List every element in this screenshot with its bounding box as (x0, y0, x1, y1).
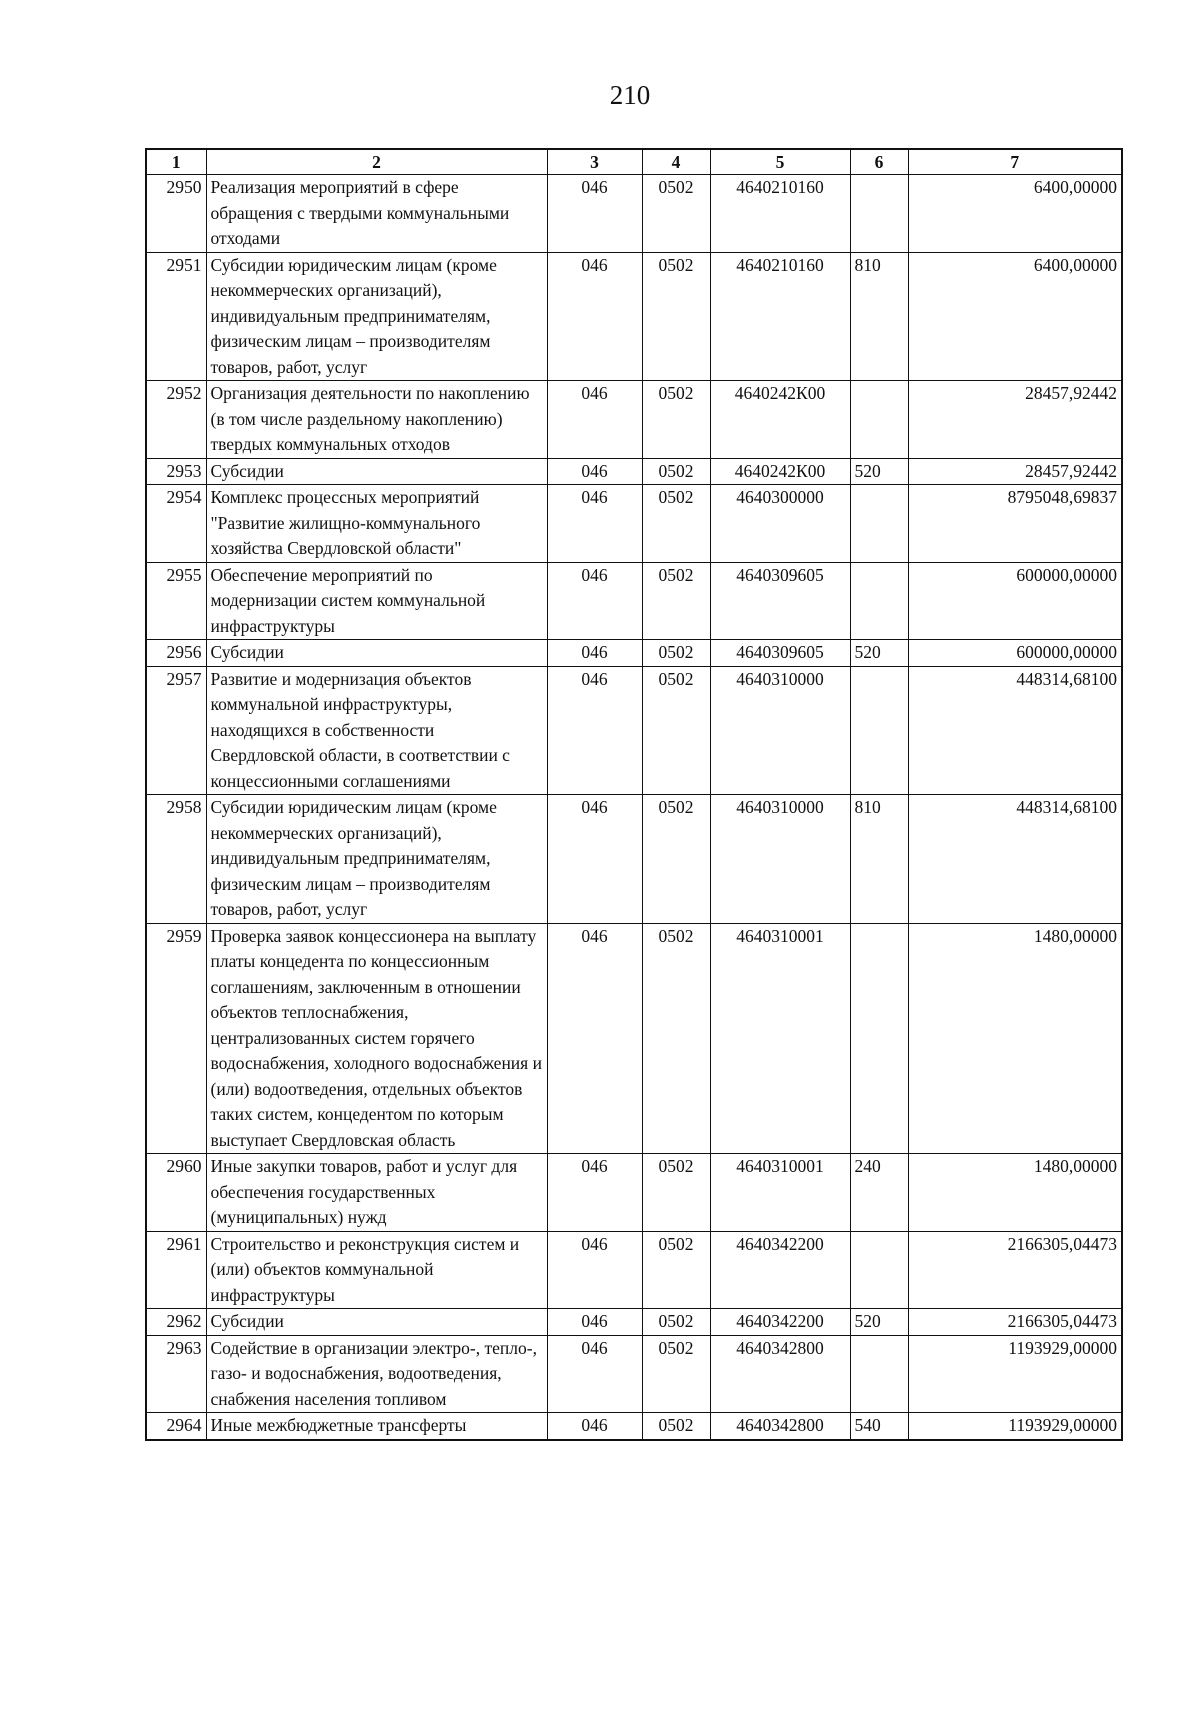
row-name: Субсидии (206, 458, 547, 485)
table-row (146, 1231, 1122, 1309)
row-amount: 2166305,04473 (908, 1231, 1122, 1309)
row-section-code: 0502 (642, 252, 710, 381)
row-number: 2963 (146, 1335, 206, 1413)
row-expense-type: 810 (850, 252, 908, 381)
header-cell: 1 (146, 149, 206, 175)
row-section-code: 0502 (642, 458, 710, 485)
row-amount: 2166305,04473 (908, 1309, 1122, 1336)
row-expense-type (850, 562, 908, 640)
row-name: Обеспечение мероприятий по модернизации систем коммунальной инфраструктуры (206, 562, 547, 640)
row-grbs-code: 046 (547, 1231, 642, 1309)
row-target-article: 4640242К00 (710, 381, 850, 459)
row-grbs-code: 046 (547, 175, 642, 253)
row-name: Субсидии (206, 1309, 547, 1336)
header-cell: 3 (547, 149, 642, 175)
row-amount: 28457,92442 (908, 381, 1122, 459)
table-row (146, 923, 1122, 1154)
row-number: 2956 (146, 640, 206, 667)
row-name: Субсидии юридическим лицам (кроме некоммерческих организаций), индивидуальным предпринимателям, физическим лицам – производителям товаров, работ, услуг (206, 795, 547, 924)
row-target-article: 4640310001 (710, 1154, 850, 1232)
row-target-article: 4640310000 (710, 795, 850, 924)
row-name: Комплекс процессных мероприятий "Развитие жилищно-коммунального хозяйства Свердловской области" (206, 485, 547, 563)
row-expense-type (850, 666, 908, 795)
row-amount: 6400,00000 (908, 175, 1122, 253)
row-amount: 448314,68100 (908, 666, 1122, 795)
row-name: Субсидии (206, 640, 547, 667)
row-name: Субсидии юридическим лицам (кроме некоммерческих организаций), индивидуальным предпринимателям, физическим лицам – производителям товаров, работ, услуг (206, 252, 547, 381)
row-amount: 1193929,00000 (908, 1335, 1122, 1413)
row-name: Иные закупки товаров, работ и услуг для обеспечения государственных (муниципальных) нужд (206, 1154, 547, 1232)
header-cell: 4 (642, 149, 710, 175)
row-name: Развитие и модернизация объектов коммунальной инфраструктуры, находящихся в собственности Свердловской области, в соответствии с концессионными соглашениями (206, 666, 547, 795)
row-amount: 6400,00000 (908, 252, 1122, 381)
row-section-code: 0502 (642, 640, 710, 667)
row-amount: 28457,92442 (908, 458, 1122, 485)
row-number: 2961 (146, 1231, 206, 1309)
row-amount: 1480,00000 (908, 1154, 1122, 1232)
row-grbs-code: 046 (547, 381, 642, 459)
table-row (146, 1335, 1122, 1413)
row-expense-type: 540 (850, 1413, 908, 1440)
row-target-article: 4640300000 (710, 485, 850, 563)
table-row (146, 795, 1122, 924)
table-row (146, 1413, 1122, 1440)
row-number: 2960 (146, 1154, 206, 1232)
row-expense-type: 240 (850, 1154, 908, 1232)
row-expense-type (850, 175, 908, 253)
row-target-article: 4640210160 (710, 175, 850, 253)
table-row (146, 458, 1122, 485)
budget-table (145, 148, 1123, 1441)
row-section-code: 0502 (642, 666, 710, 795)
row-name: Иные межбюджетные трансферты (206, 1413, 547, 1440)
row-amount: 8795048,69837 (908, 485, 1122, 563)
row-amount: 448314,68100 (908, 795, 1122, 924)
row-expense-type (850, 923, 908, 1154)
header-cell: 2 (206, 149, 547, 175)
row-target-article: 4640310000 (710, 666, 850, 795)
row-section-code: 0502 (642, 923, 710, 1154)
row-target-article: 4640342800 (710, 1413, 850, 1440)
row-target-article: 4640310001 (710, 923, 850, 1154)
table-row (146, 485, 1122, 563)
header-cell: 7 (908, 149, 1122, 175)
row-target-article: 4640342200 (710, 1309, 850, 1336)
row-number: 2957 (146, 666, 206, 795)
row-number: 2952 (146, 381, 206, 459)
row-target-article: 4640309605 (710, 640, 850, 667)
row-number: 2951 (146, 252, 206, 381)
row-number: 2959 (146, 923, 206, 1154)
row-target-article: 4640342800 (710, 1335, 850, 1413)
row-expense-type (850, 485, 908, 563)
row-grbs-code: 046 (547, 562, 642, 640)
row-number: 2950 (146, 175, 206, 253)
row-section-code: 0502 (642, 1154, 710, 1232)
row-section-code: 0502 (642, 381, 710, 459)
row-name: Организация деятельности по накоплению (в том числе раздельному накоплению) твердых коммунальных отходов (206, 381, 547, 459)
row-grbs-code: 046 (547, 1335, 642, 1413)
row-number: 2958 (146, 795, 206, 924)
row-section-code: 0502 (642, 485, 710, 563)
row-section-code: 0502 (642, 175, 710, 253)
table-row (146, 175, 1122, 253)
row-grbs-code: 046 (547, 485, 642, 563)
row-name: Содействие в организации электро-, тепло-, газо- и водоснабжения, водоотведения, снабжения населения топливом (206, 1335, 547, 1413)
row-amount: 1193929,00000 (908, 1413, 1122, 1440)
row-section-code: 0502 (642, 795, 710, 924)
table-row (146, 381, 1122, 459)
header-cell: 5 (710, 149, 850, 175)
table-row (146, 1154, 1122, 1232)
table-row (146, 666, 1122, 795)
table-row (146, 562, 1122, 640)
row-grbs-code: 046 (547, 795, 642, 924)
header-cell: 6 (850, 149, 908, 175)
row-expense-type: 520 (850, 1309, 908, 1336)
row-target-article: 4640242К00 (710, 458, 850, 485)
row-expense-type (850, 1335, 908, 1413)
row-grbs-code: 046 (547, 1413, 642, 1440)
row-name: Проверка заявок концессионера на выплату платы концедента по концессионным соглашениям, заключенным в отношении объектов теплоснабжения, централизованных систем горячего водоснабжения, холодного водоснабжения и (или) водоотведения, отдельных объектов таких систем, концедентом по которым выступает Свердловская область (206, 923, 547, 1154)
row-grbs-code: 046 (547, 458, 642, 485)
row-expense-type: 520 (850, 458, 908, 485)
row-number: 2964 (146, 1413, 206, 1440)
table-row (146, 252, 1122, 381)
row-target-article: 4640210160 (710, 252, 850, 381)
row-section-code: 0502 (642, 1231, 710, 1309)
table-row (146, 1309, 1122, 1336)
row-section-code: 0502 (642, 1335, 710, 1413)
row-grbs-code: 046 (547, 666, 642, 795)
row-target-article: 4640309605 (710, 562, 850, 640)
row-name: Реализация мероприятий в сфере обращения с твердыми коммунальными отходами (206, 175, 547, 253)
row-target-article: 4640342200 (710, 1231, 850, 1309)
row-grbs-code: 046 (547, 640, 642, 667)
row-amount: 1480,00000 (908, 923, 1122, 1154)
row-name: Строительство и реконструкция систем и (или) объектов коммунальной инфраструктуры (206, 1231, 547, 1309)
row-grbs-code: 046 (547, 923, 642, 1154)
row-expense-type: 810 (850, 795, 908, 924)
row-amount: 600000,00000 (908, 640, 1122, 667)
row-section-code: 0502 (642, 1413, 710, 1440)
row-amount: 600000,00000 (908, 562, 1122, 640)
table-row (146, 640, 1122, 667)
row-expense-type (850, 381, 908, 459)
row-expense-type: 520 (850, 640, 908, 667)
row-grbs-code: 046 (547, 1309, 642, 1336)
row-number: 2962 (146, 1309, 206, 1336)
page-number: 210 (609, 80, 651, 110)
header-row (146, 149, 1122, 175)
row-number: 2955 (146, 562, 206, 640)
row-grbs-code: 046 (547, 1154, 642, 1232)
row-number: 2954 (146, 485, 206, 563)
row-grbs-code: 046 (547, 252, 642, 381)
row-section-code: 0502 (642, 562, 710, 640)
row-section-code: 0502 (642, 1309, 710, 1336)
row-number: 2953 (146, 458, 206, 485)
row-expense-type (850, 1231, 908, 1309)
